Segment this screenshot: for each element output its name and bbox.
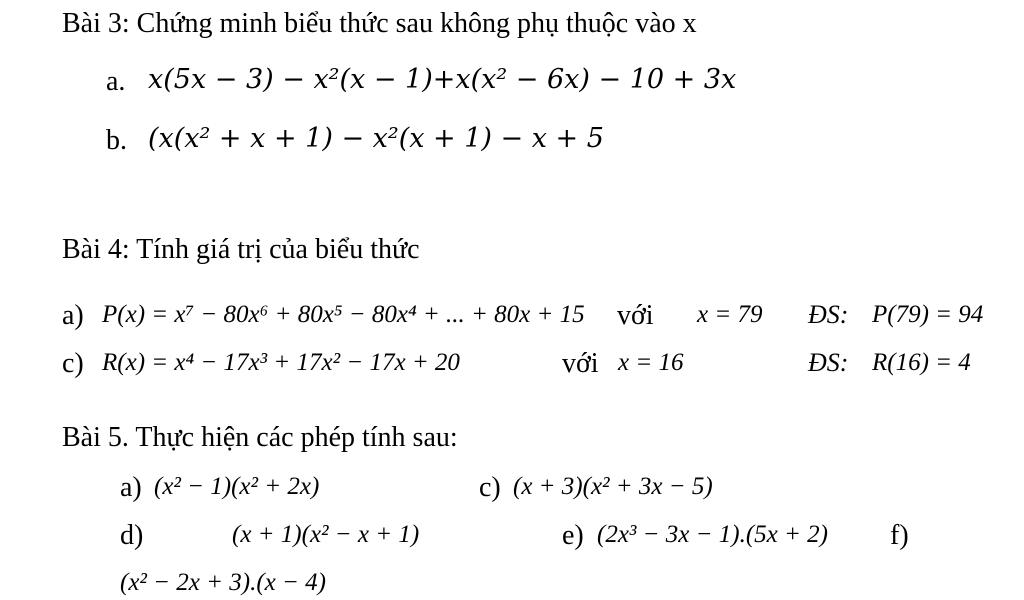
bai4-title: Bài 4: Tính giá trị của biểu thức xyxy=(62,234,420,265)
bai5-item-c-expr: (x + 3)(x² + 3x − 5) xyxy=(513,473,713,500)
bai4-item-a-ds-label: ĐS: xyxy=(808,300,849,329)
bai5-item-d-expr: (x + 1)(x² − x + 1) xyxy=(232,521,420,548)
bai5-item-f-expr: (x² − 2x + 3).(x − 4) xyxy=(120,569,326,596)
bai3-item-a-expr: x(5x − 3) − x²(x − 1)+x(x² − 6x) − 10 + 3x xyxy=(148,64,737,95)
bai4-item-c-ds-label: ĐS: xyxy=(808,348,849,377)
bai4-item-c-with: với xyxy=(562,348,599,379)
bai4-item-a-answer: P(79) = 94 xyxy=(872,301,984,328)
bai3-item-b-expr: (x(x² + x + 1) − x²(x + 1) − x + 5 xyxy=(148,123,604,154)
bai4-item-c-cond: x = 16 xyxy=(618,349,684,376)
bai5-item-d-label: d) xyxy=(120,520,144,551)
bai5-item-c-label: c) xyxy=(479,472,501,503)
bai5-item-a-expr: (x² − 1)(x² + 2x) xyxy=(154,473,320,500)
bai5-title: Bài 5. Thực hiện các phép tính sau: xyxy=(62,422,458,453)
bai4-item-a-cond: x = 79 xyxy=(697,301,763,328)
bai5-item-e-label: e) xyxy=(562,520,584,551)
bai4-item-a-with: với xyxy=(617,300,654,331)
bai3-item-a-label: a. xyxy=(106,66,126,97)
bai3-item-b-label: b. xyxy=(106,125,127,156)
bai5-item-a-label: a) xyxy=(120,472,142,503)
bai5-item-e-expr: (2x³ − 3x − 1).(5x + 2) xyxy=(597,521,828,548)
bai4-item-a-label: a) xyxy=(62,300,84,331)
bai4-item-c-answer: R(16) = 4 xyxy=(872,349,971,376)
bai4-item-c-expr: R(x) = x⁴ − 17x³ + 17x² − 17x + 20 xyxy=(102,349,460,376)
bai4-item-c-label: c) xyxy=(62,348,84,379)
bai3-title: Bài 3: Chứng minh biểu thức sau không phụ thuộc vào x xyxy=(62,8,697,39)
bai4-item-a-expr: P(x) = x⁷ − 80x⁶ + 80x⁵ − 80x⁴ + ... + 80x + 15 xyxy=(102,301,585,328)
bai5-item-f-label: f) xyxy=(890,520,909,551)
